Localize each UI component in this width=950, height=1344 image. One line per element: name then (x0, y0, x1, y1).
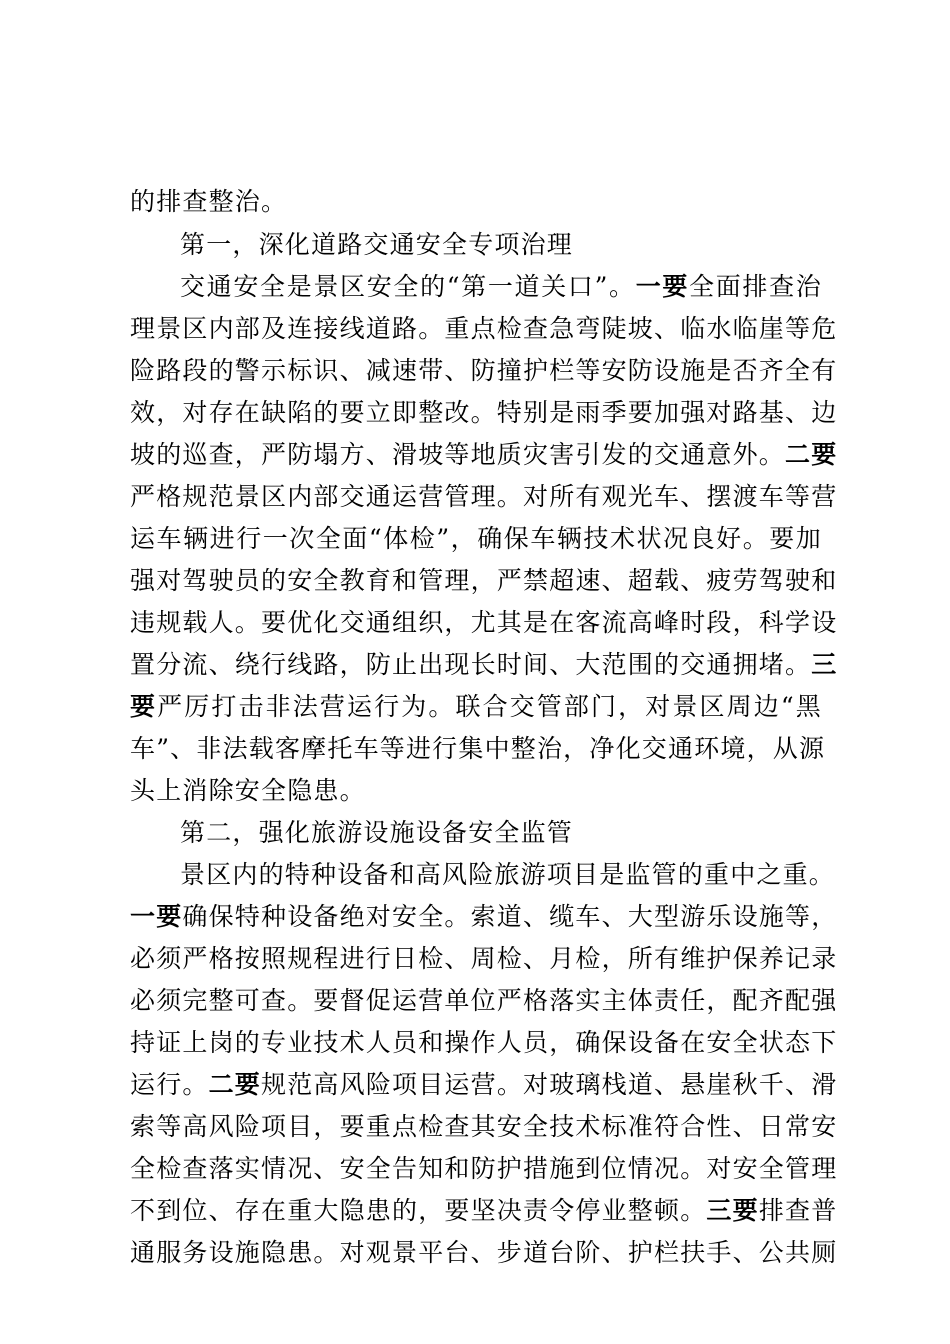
text-line (130, 1235, 838, 1271)
text-segment: 坡的巡查，严防塌方、滑坡等地质灾害引发的交通意外。 (130, 440, 786, 469)
bold-keyword: 三 (811, 650, 838, 679)
text-line (180, 269, 822, 305)
bold-keyword: 二要 (785, 440, 838, 469)
bold-keyword: 要 (130, 692, 158, 721)
text-segment: 头上消除安全隐患。 (130, 776, 366, 805)
text-segment: 理景区内部及连接线道路。重点检查急弯陡坡、临水临崖等危 (130, 314, 838, 343)
bold-keyword: 一要 (635, 272, 690, 301)
text-line (130, 395, 838, 431)
text-segment: 运车辆进行一次全面“体检”，确保车辆技术状况良好。要加 (130, 524, 822, 553)
text-segment: 索等高风险项目，要重点检查其安全技术标准符合性、日常安 (130, 1112, 838, 1141)
text-segment: 必须严格按照规程进行日检、周检、月检，所有维护保养记录 (130, 944, 838, 973)
text-segment: 全检查落实情况、安全告知和防护措施到位情况。对安全管理 (130, 1154, 838, 1183)
text-line (130, 353, 838, 389)
text-line (130, 773, 830, 809)
text-segment: 通服务设施隐患。对观景平台、步道台阶、护栏扶手、公共厕 (130, 1238, 838, 1267)
text-segment: 效，对存在缺陷的要立即整改。特别是雨季要加强对路基、边 (130, 398, 838, 427)
bold-keyword: 三要 (706, 1196, 759, 1225)
text-segment: 规范高风险项目运营。对玻璃栈道、悬崖秋千、滑 (261, 1070, 838, 1099)
text-segment: 交通安全是景区安全的“第一道关口”。 (180, 272, 636, 301)
text-line (130, 521, 822, 557)
text-segment: 全面排查治 (689, 272, 822, 301)
text-segment: 置分流、绕行线路，防止出现长时间、大范围的交通拥堵。 (130, 650, 812, 679)
text-segment: 运行。 (130, 1070, 209, 1099)
text-segment: 险路段的警示标识、减速带、防撞护栏等安防设施是否齐全有 (130, 356, 838, 385)
text-segment: 违规载人。要优化交通组织，尤其是在客流高峰时段，科学设 (130, 608, 838, 637)
text-segment: 第一，深化道路交通安全专项治理 (180, 230, 574, 259)
text-line (130, 605, 838, 641)
text-segment: 严格规范景区内部交通运营管理。对所有观光车、摆渡车等营 (130, 482, 838, 511)
text-segment: 严厉打击非法营运行为。联合交管部门，对景区周边“黑 (157, 692, 822, 721)
text-line (130, 1025, 838, 1061)
text-line (130, 1109, 838, 1145)
text-line (130, 479, 838, 515)
text-segment: 排查普 (758, 1196, 838, 1225)
text-segment: 强对驾驶员的安全教育和管理，严禁超速、超载、疲劳驾驶和 (130, 566, 838, 595)
text-line (180, 227, 880, 263)
text-line (130, 689, 822, 725)
text-line (130, 437, 838, 473)
text-line (180, 815, 880, 851)
text-segment: 必须完整可查。要督促运营单位严格落实主体责任，配齐配强 (130, 986, 838, 1015)
text-segment: 车”、非法载客摩托车等进行集中整治，净化交通环境，从源 (130, 734, 826, 763)
text-line (130, 184, 830, 220)
text-segment: 确保特种设备绝对安全。索道、缆车、大型游乐设施等， (182, 902, 838, 931)
text-line (130, 647, 838, 683)
text-line (130, 563, 838, 599)
text-line (130, 311, 838, 347)
text-line (130, 1151, 838, 1187)
text-line (130, 1193, 838, 1229)
text-line (130, 1067, 838, 1103)
text-segment: 的排查整治。 (130, 187, 288, 216)
text-segment: 景区内的特种设备和高风险旅游项目是监管的重中之重。 (180, 860, 836, 889)
text-segment: 不到位、存在重大隐患的，要坚决责令停业整顿。 (130, 1196, 707, 1225)
text-segment: 持证上岗的专业技术人员和操作人员，确保设备在安全状态下 (130, 1028, 838, 1057)
text-segment: 第二，强化旅游设施设备安全监管 (180, 818, 574, 847)
bold-keyword: 一要 (130, 902, 183, 931)
text-line (180, 857, 836, 893)
text-line (130, 899, 838, 935)
text-line (130, 941, 838, 977)
text-line (130, 983, 838, 1019)
text-line (130, 731, 826, 767)
bold-keyword: 二要 (208, 1070, 262, 1099)
